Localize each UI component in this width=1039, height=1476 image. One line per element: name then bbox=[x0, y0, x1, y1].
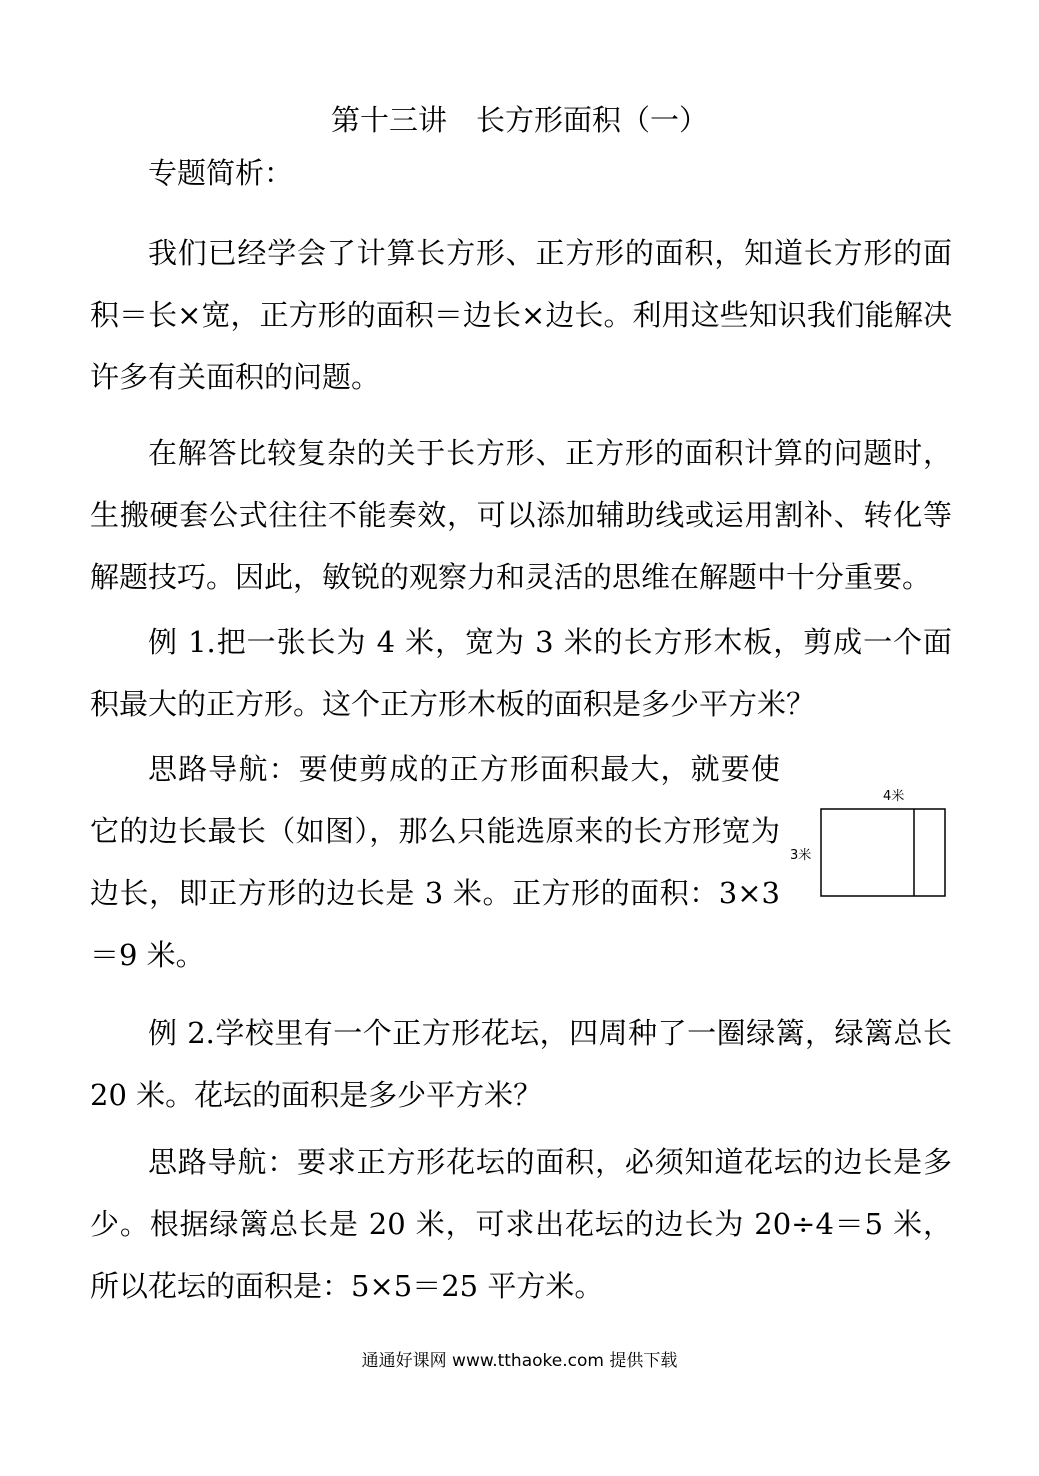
example-1-question: 例 1.把一张长为 4 米，宽为 3 米的长方形木板，剪成一个面积最大的正方形。这个正方形木板的面积是多少平方米？ bbox=[90, 625, 952, 721]
intro-paragraph-1: 我们已经学会了计算长方形、正方形的面积，知道长方形的面积＝长×宽，正方形的面积＝边长×边长。利用这些知识我们能解决许多有关面积的问题。 bbox=[90, 236, 952, 394]
figure-width-label: 3米 bbox=[790, 848, 812, 863]
intro-paragraph-2: 在解答比较复杂的关于长方形、正方形的面积计算的问题时，生搬硬套公式往往不能奏效，可以添加辅助线或运用割补、转化等解题技巧。因此，敏锐的观察力和灵活的思维在解题中十分重要。 bbox=[90, 436, 952, 594]
rectangle-outline bbox=[821, 809, 945, 896]
page-title: 第十三讲 长方形面积（一） bbox=[330, 103, 708, 137]
figure-length-label: 4米 bbox=[883, 789, 905, 804]
example-1-analysis: 思路导航：要使剪成的正方形面积最大，就要使它的边长最长（如图），那么只能选原来的长方形宽为边长，即正方形的边长是 3 米。正方形的面积：3×3＝9 米。 bbox=[90, 752, 780, 972]
intro-heading: 专题简析： bbox=[148, 156, 294, 190]
example-2-analysis: 思路导航：要求正方形花坛的面积，必须知道花坛的边长是多少。根据绿篱总长是 20 米，可求出花坛的边长为 20÷4＝5 米，所以花坛的面积是：5×5＝25 平方米。 bbox=[90, 1145, 952, 1303]
rectangle-figure bbox=[788, 778, 958, 908]
page-footer: 通通好课网 www.tthaoke.com 提供下载 bbox=[361, 1351, 678, 1371]
example-2-question: 例 2.学校里有一个正方形花坛，四周种了一圈绿篱，绿篱总长 20 米。花坛的面积是多少平方米？ bbox=[90, 1016, 952, 1112]
